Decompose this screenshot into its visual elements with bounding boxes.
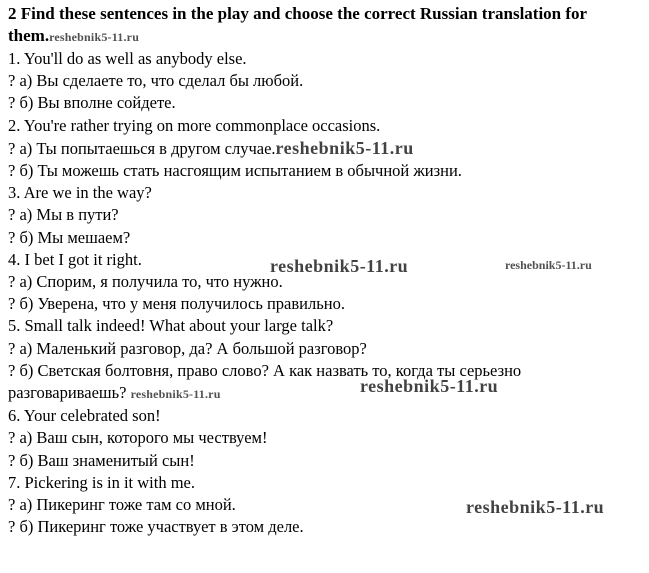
item-6-option-b: ? б) Ваш знаменитый сын! — [8, 450, 195, 470]
heading-text: 2 Find these sentences in the play and choose the correct Russian translation for them. — [8, 4, 587, 45]
watermark-2: reshebnik5-11.ru — [275, 137, 414, 158]
item-5-option-b — [8, 360, 618, 405]
item-7-question: 7. Pickering is in it with me. — [8, 472, 195, 492]
item-2-option-b: ? б) Ты можешь стать насгоящим испытанием в обычной жизни. — [8, 161, 462, 181]
watermark-4b: reshebnik5-11.ru — [505, 258, 592, 272]
item-7-option-b: ? б) Пикеринг тоже участвует в этом деле. — [8, 517, 304, 537]
item-4-option-b: ? б) Уверена, что у меня получилось правильно. — [8, 294, 345, 314]
item-1-option-b: ? б) Вы вполне сойдете. — [8, 93, 176, 113]
item-5-option-b-text: ? б) Светская болтовня, право слово? А как назвать то, когда ты серьезно разговариваешь? — [8, 360, 522, 403]
item-5-option-a: ? а) Маленький разговор, да? А большой разговор? — [8, 338, 367, 358]
item-6-option-a: ? а) Ваш сын, которого мы чествуем! — [8, 428, 268, 448]
item-2-option-a: ? а) Ты попытаешься в другом случае. — [8, 138, 276, 158]
watermark-7: reshebnik5-11.ru — [466, 497, 605, 517]
watermark-5b: reshebnik5-11.ru — [360, 376, 499, 396]
item-1-question: 1. You'll do as well as anybody else. — [8, 49, 247, 68]
item-7-option-a: ? а) Пикеринг тоже там со мной. — [8, 495, 236, 515]
item-5-question: 5. Small talk indeed! What about your large talk? — [8, 316, 334, 336]
watermark-4a: reshebnik5-11.ru — [270, 256, 409, 276]
item-2-question: 2. You're rather trying on more commonplace occasions. — [8, 115, 381, 135]
watermark-inline: reshebnik5-11.ru — [49, 30, 140, 44]
item-4-option-a: ? а) Спорим, я получила то, что нужно. — [8, 272, 283, 292]
item-3-option-a: ? а) Мы в пути? — [8, 205, 119, 225]
item-6-question: 6. Your celebrated son! — [8, 406, 161, 426]
watermark-5: reshebnik5-11.ru — [130, 387, 221, 402]
item-3-question: 3. Are we in the way? — [8, 183, 152, 203]
item-3-option-b: ? б) Мы мешаем? — [8, 227, 131, 247]
item-1-option-a: ? а) Вы сделаете то, что сделал бы любой. — [8, 71, 304, 91]
exercise-heading — [8, 3, 644, 48]
item-4-question: 4. I bet I got it right. — [8, 249, 142, 269]
item-2-option-a-row — [8, 137, 644, 160]
